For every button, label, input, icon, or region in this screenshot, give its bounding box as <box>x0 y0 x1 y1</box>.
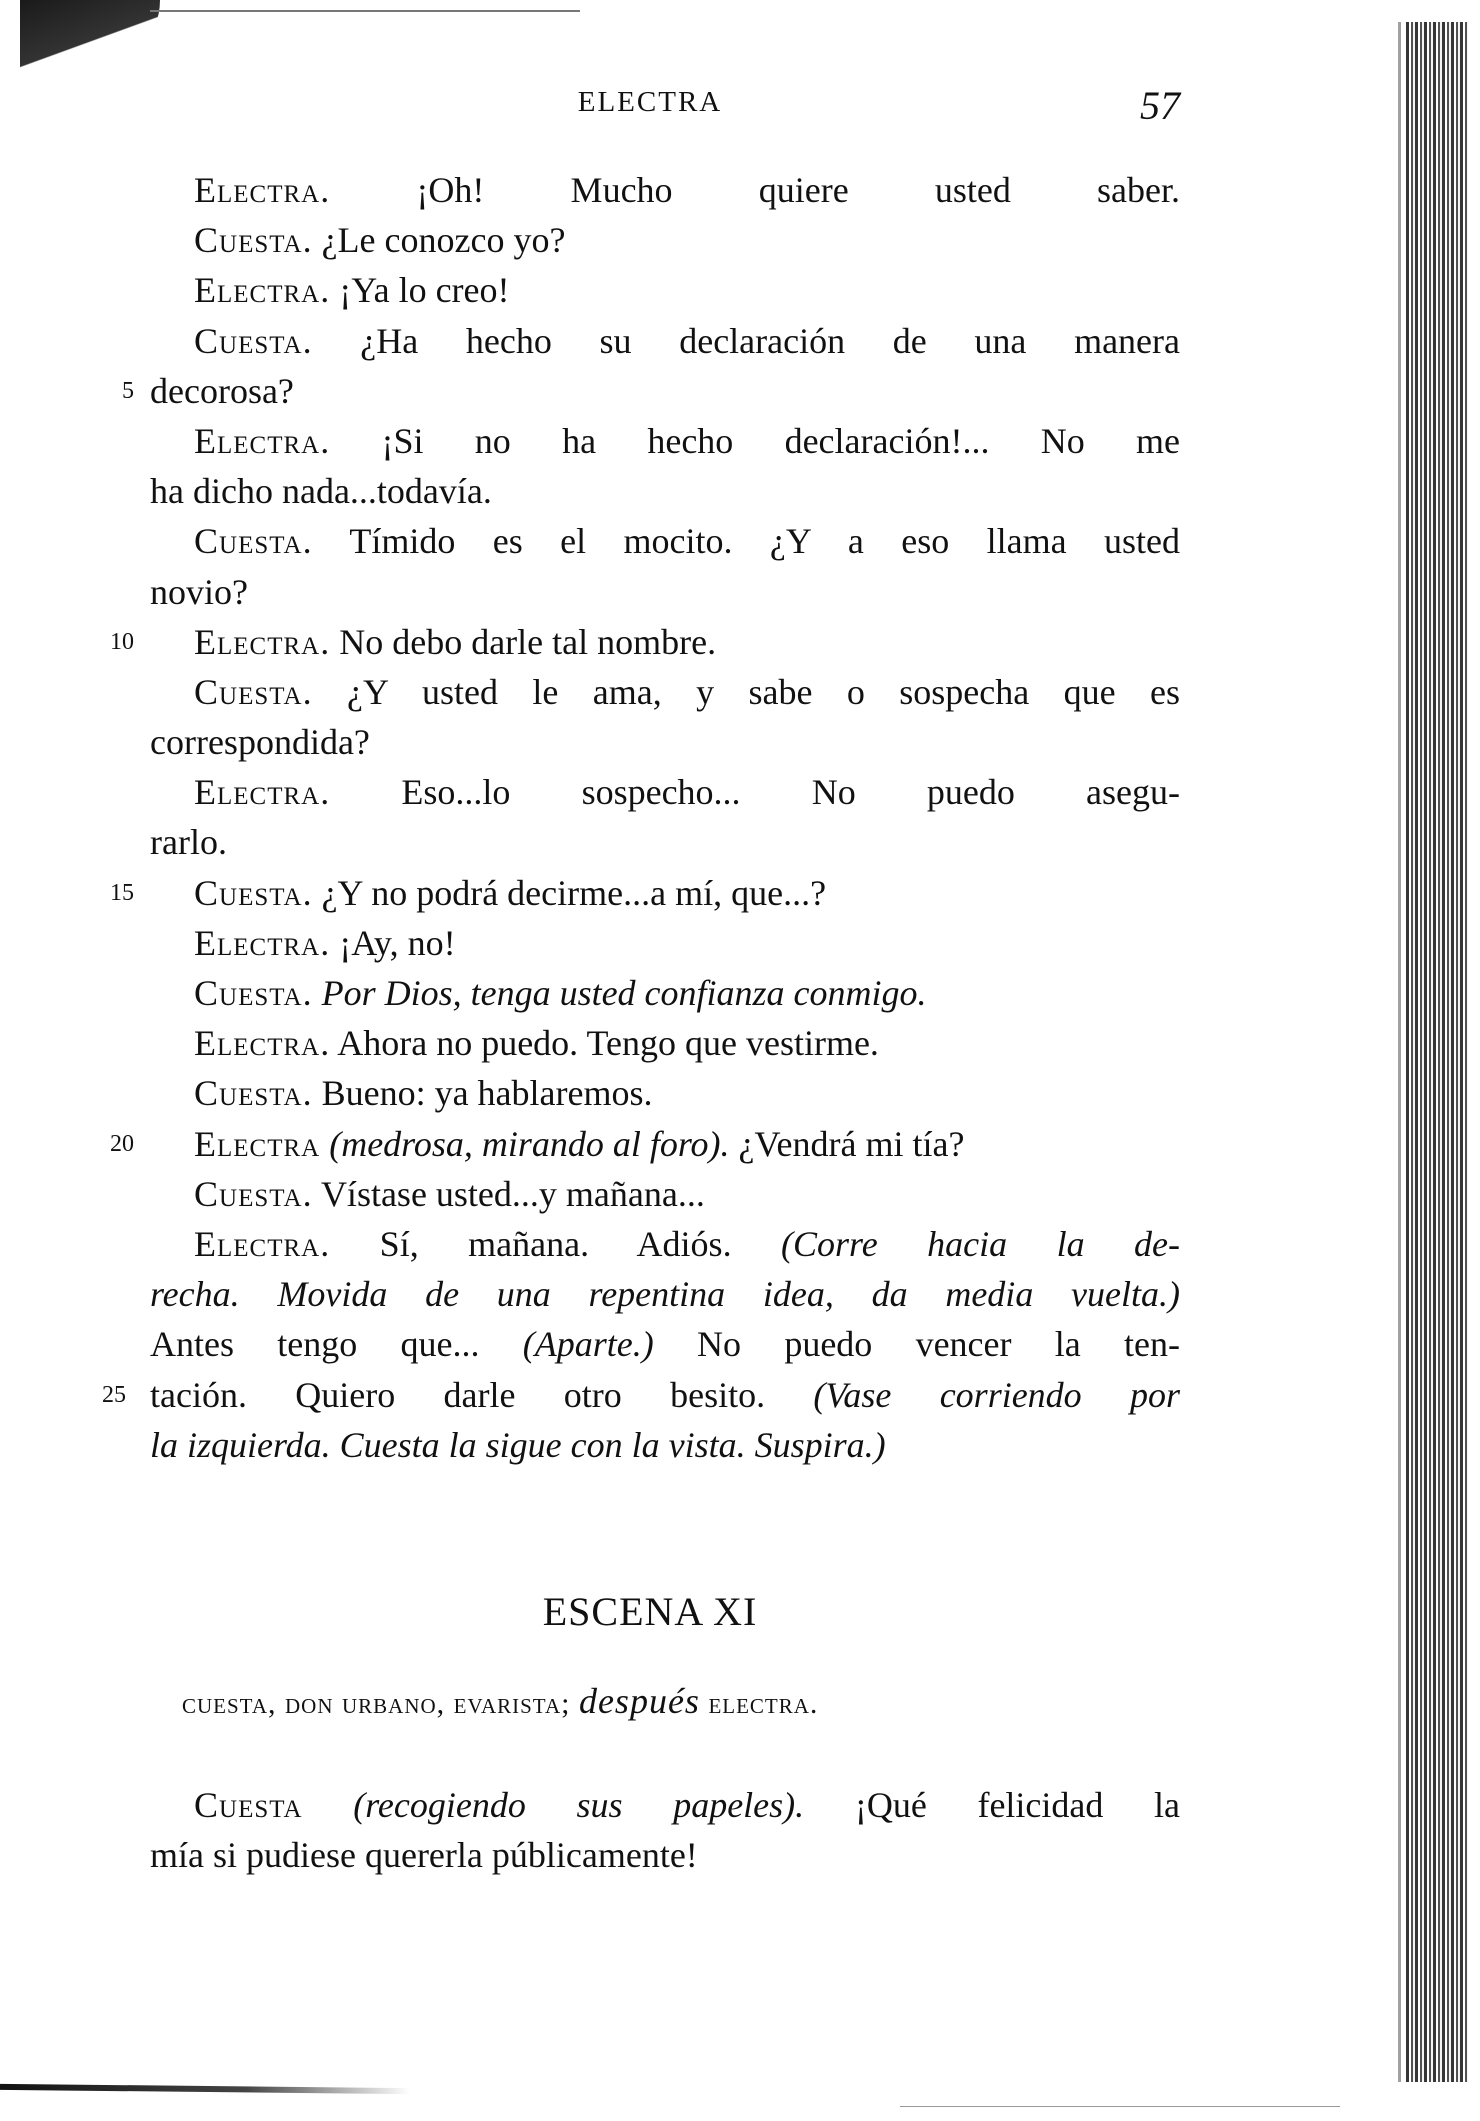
line-text: Bueno: ya hablaremos. <box>321 1073 653 1114</box>
dialogue-line <box>150 767 1180 817</box>
line-text: Sí, mañana. Adiós. <box>379 1223 732 1264</box>
line-text: ¿Vendrá mi tía? <box>738 1123 965 1164</box>
top-rule <box>150 10 580 12</box>
dialogue-line <box>150 1780 1180 1830</box>
line-text: ¡Qué felicidad la <box>854 1785 1181 1825</box>
dialogue-line <box>150 1018 1180 1068</box>
line-text: rarlo. <box>150 822 227 863</box>
line-text: ¡Ya lo creo! <box>339 270 510 311</box>
dialogue-line <box>150 918 1180 968</box>
line-number: 20 <box>110 1130 134 1157</box>
speaker-name: Electra. <box>194 772 331 813</box>
stage-direction: recha. Movida de una repentina idea, da media vuelta.) <box>150 1274 1180 1315</box>
dialogue-line <box>150 516 1180 566</box>
running-head: ELECTRA <box>577 86 723 118</box>
stage-direction: la izquierda. Cuesta la sigue con la vista. Suspira.) <box>150 1424 886 1465</box>
line-number: 25 <box>102 1381 126 1408</box>
line-text: ¿Y no podrá decirme...a mí, que...? <box>321 872 827 913</box>
line-text: ¡Si no ha hecho declaración!... No me <box>381 420 1180 461</box>
dialogue-line <box>150 968 1180 1018</box>
spine-edge <box>1398 22 1401 2082</box>
stage-direction: (Vase corriendo por <box>813 1374 1181 1415</box>
speaker-name: Cuesta. <box>194 1173 313 1214</box>
speaker-name: Cuesta <box>194 1785 303 1825</box>
speaker-name: Electra. <box>194 922 331 963</box>
line-text: novio? <box>150 571 248 612</box>
dialogue-line <box>150 165 1180 215</box>
line-text: ¿Le conozco yo? <box>321 220 566 261</box>
dialogue-line <box>150 1169 1180 1219</box>
line-text: Eso...lo sospecho... No puedo asegu- <box>401 772 1180 813</box>
dialogue-line <box>150 667 1180 717</box>
scene-cast <box>182 1680 1132 1722</box>
stage-direction: Por Dios, tenga usted confianza conmigo. <box>321 973 927 1013</box>
speaker-name: Cuesta. <box>194 521 313 562</box>
line-text: ¡Oh! Mucho quiere usted saber. <box>416 170 1181 210</box>
speaker-name: Cuesta. <box>194 671 313 712</box>
stage-direction: (medrosa, mirando al foro). <box>329 1123 730 1164</box>
line-number: 10 <box>110 628 134 655</box>
dialogue-line <box>150 416 1180 466</box>
speaker-name: Electra. <box>194 1023 331 1064</box>
dialogue-line <box>150 215 1180 265</box>
dialogue-line <box>110 1119 1180 1169</box>
corner-ink-mark <box>20 0 160 70</box>
speaker-name: Electra. <box>194 621 331 662</box>
dialogue-line <box>110 617 1180 667</box>
line-text: No debo darle tal nombre. <box>339 621 717 662</box>
speaker-name: Electra <box>194 1123 321 1164</box>
line-text: ¿Y usted le ama, y sabe o sospecha que es <box>346 671 1181 712</box>
dialogue-line <box>150 717 1180 767</box>
dialogue-line <box>150 265 1180 315</box>
stage-direction: (recogiendo sus papeles). <box>353 1785 805 1825</box>
speaker-name: Electra. <box>194 1223 331 1264</box>
dialogue-line <box>150 466 1180 516</box>
dialogue-line <box>150 1319 1180 1369</box>
scene-text <box>150 1780 1180 1880</box>
line-number: 15 <box>110 879 134 906</box>
speaker-name: Cuesta. <box>194 320 313 361</box>
dialogue-line <box>150 817 1180 867</box>
speaker-name: Cuesta. <box>194 220 313 261</box>
line-text: Ahora no puedo. Tengo que vestirme. <box>337 1023 879 1064</box>
speaker-name: Electra. <box>194 270 331 311</box>
dialogue-line <box>150 316 1180 366</box>
line-text: decorosa? <box>150 370 294 411</box>
cast-list: cuesta, don urbano, evarista; <box>182 1687 571 1720</box>
speaker-name: Cuesta. <box>194 872 313 913</box>
page-number: 57 <box>1140 83 1180 128</box>
scene-heading: ESCENA XI <box>542 1589 758 1634</box>
bottom-shadow <box>0 2084 410 2094</box>
dialogue-line <box>150 1830 1180 1880</box>
dialogue-line <box>150 1219 1180 1269</box>
line-text: mía si pudiese quererla públicamente! <box>150 1835 698 1876</box>
line-text: ¿Ha hecho su declaración de una manera <box>360 320 1180 361</box>
speaker-name: Cuesta. <box>194 973 313 1013</box>
book-spine <box>1406 22 1468 2082</box>
line-number: 5 <box>122 377 134 404</box>
line-text: ha dicho nada...todavía. <box>150 471 492 512</box>
dialogue-line <box>110 868 1180 918</box>
dialogue-line <box>102 1370 1181 1420</box>
dialogue-block <box>102 165 1181 1470</box>
stage-direction: (Aparte.) <box>522 1324 654 1365</box>
stage-direction: (Corre hacia la de- <box>781 1223 1180 1264</box>
bottom-rule <box>900 2106 1340 2107</box>
page-header <box>150 83 1180 136</box>
speaker-name: Electra. <box>194 170 331 210</box>
line-text: correspondida? <box>150 722 370 763</box>
dialogue-line <box>150 1420 1180 1470</box>
dialogue-line <box>150 567 1180 617</box>
line-text: ¡Ay, no! <box>339 922 456 963</box>
line-text: tación. Quiero darle otro besito. <box>150 1374 766 1415</box>
dialogue-line <box>150 1068 1180 1118</box>
line-text: Vístase usted...y mañana... <box>320 1173 705 1214</box>
line-text: No puedo vencer la ten- <box>697 1324 1181 1365</box>
dialogue-line <box>150 1269 1180 1319</box>
line-text: Tímido es el mocito. ¿Y a eso llama usted <box>349 521 1180 562</box>
line-text: Antes tengo que... <box>150 1324 480 1365</box>
speaker-name: Electra. <box>194 420 331 461</box>
cast-last: electra. <box>708 1687 819 1720</box>
dialogue-line <box>122 366 1180 416</box>
cast-after: después <box>578 1681 700 1721</box>
speaker-name: Cuesta. <box>194 1073 313 1114</box>
